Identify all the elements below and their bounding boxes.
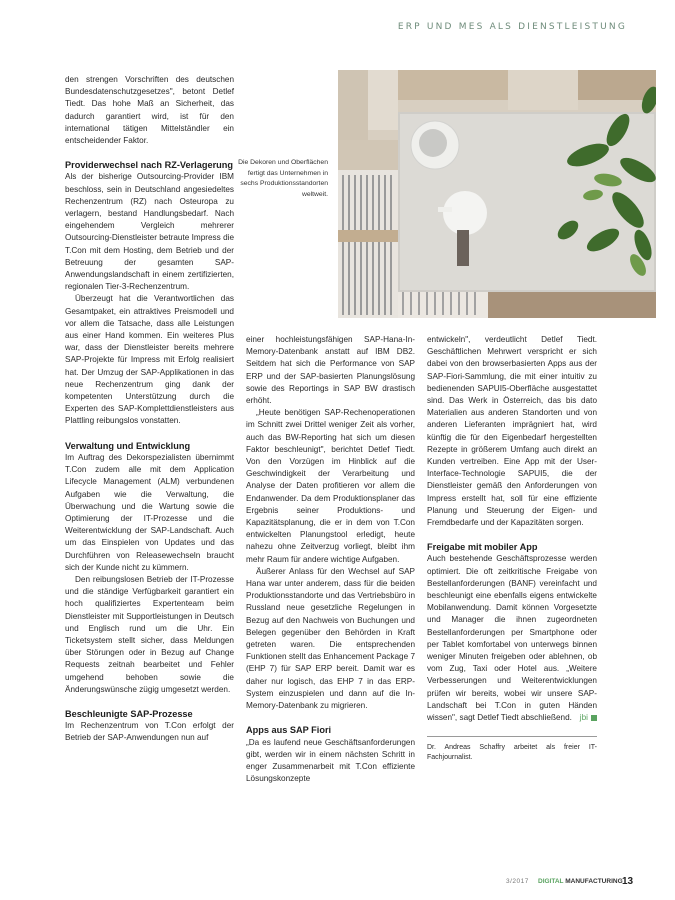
page-footer: [0, 876, 675, 890]
paragraph: Äußerer Anlass für den Wechsel auf SAP Hana war unter anderem, dass für die beiden Produktionsstandorte und das Vertriebsbüro in Russland neue gesetzliche Regelungen in Bezug auf den Nachweis von Buchungen und Belegen gegenüber den Behörden in Kraft getreten waren. Die entsprechenden Funktionen stellt das Enhancement Package 7 (EHP 7) für SAP ERP bereit. Damit war es daher nur logisch, das EHP 7 in das ERP-System einzuspielen und dann auf die In-Memory-Datenbank zu migrieren.: [246, 566, 415, 711]
paragraph: Als der bisherige Outsourcing-Provider IBM beschloss, sein in Deutschland angesiedeltes Rechenzentrum (RZ) nach Osteuropa zu verlagern, bestand Handlungsbedarf. Nach eingehendem Vergleich mehrerer Outsourcing-Dienstleister betraute Impress die T.Con mit dem Hosting, dem Betrieb und der Betreuung der gesamten SAP-Anwendungslandschaft in einem zertifizierten, regionalen Tier-3-Rechenzentrum.: [65, 172, 234, 292]
paragraph: den strengen Vorschriften des deutschen Bundesdatenschutzgesetzes", betont Detlef Tiedt. Das hohe Maß an Sicherheit, das dadurch garantiert wird, ist für den international tätigen Mittelständler ein entscheidender Faktor.: [65, 75, 234, 146]
author-abbreviation: jbi: [580, 712, 597, 724]
paragraph: Im Rechenzentrum von T.Con erfolgt der Betrieb der SAP-Anwendungen nun auf: [65, 721, 234, 743]
section-heading: Providerwechsel nach RZ-Verlagerung: [65, 160, 233, 171]
paragraph: „Heute benötigen SAP-Rechenoperationen im Schnitt zwei Drittel weniger Zeit als vorher, auch das BW-Reporting hat sich um diesen Faktor beschleunigt", berichtet Detlef Tiedt. Von den Vorzügen im Hinblick auf die Geschwindigkeit der Verarbeitung und Analyse der Daten profitieren vor allem die Endanwender. Da dem Produktionsplaner das Ergebnis seiner Produktions- und Kapazitätsplanung, die er in dem von T.Con entwickelten Planungstool erledigt, heute nahezu ohne Zeitverzug vorliegt, bleibt ihm mehr Raum für andere wichtige Aufgaben.: [246, 408, 415, 564]
paragraph: „Da es laufend neue Geschäftsanforderungen gibt, werden wir in einem nächsten Schritt in enger Zusammenarbeit mit T.Con effiziente Lösungskonzepte: [246, 737, 415, 784]
section-heading: Verwaltung und Entwicklung: [65, 440, 191, 451]
author-note: Dr. Andreas Schaffry arbeitet als freier IT-Fachjournalist.: [427, 736, 597, 763]
image-caption: Die Dekoren und Oberflächen fertigt das Unternehmen in sechs Produktionsstandorten weltweit.: [238, 159, 328, 198]
magazine-logo: DIGITAL MANUFACTURING: [538, 878, 623, 885]
article-photo: [338, 70, 656, 318]
article-column-3: [427, 334, 597, 763]
running-head: ERP UND MES ALS DIENSTLEISTUNG: [397, 22, 627, 32]
paragraph: Im Auftrag des Dekorspezialisten übernimmt T.Con zudem alle mit dem Application Lifecycle Management (ALM) verbundenen Aufgaben wie die Verwaltung, die Überwachung und die Wartung sowie die Optimierung der IT-Prozesse und die Weiterentwicklung der SAP-Landschaft. Auch um das Einspielen von Updates und das Durchführen von Releasewechseln braucht sich der Kunde nicht zu kümmern.: [65, 452, 234, 572]
paragraph-text: Auch bestehende Geschäftsprozesse werden optimiert. Die oft zeitkritische Freigabe von Bestellanforderungen (BANF) vereinfacht und beschleunigt eine ebenfalls eigens entwickelte Mobilanwendung. Damit können Vorgesetzte und Manager die ihnen zugeordneten Bestellanforderungen per Smartphone oder per Tablet komfortabel von unterwegs binnen weniger Minuten freigeben oder ablehnen, ob vom Zug, Taxi oder Hotel aus. „Weitere Verbesserungen und Weiterentwicklungen prüfen wir bereits, wobei wir unsere SAP-Landschaft bei T.Con in guten Händen wissen", sagt Detlef Tiedt abschließend.: [427, 554, 597, 723]
paragraph: einer hochleistungsfähigen SAP-Hana-In-Memory-Datenbank anstatt auf IBM DB2. Seitdem hat sich die Performance von SAP ERP und der SAP-basierten Planungslösung sowie des Reportings in SAP BW drastisch erhöht.: [246, 335, 415, 406]
section-heading: Apps aus SAP Fiori: [246, 725, 332, 736]
section-heading: Freigabe mit mobiler App: [427, 542, 538, 553]
paragraph: Den reibungslosen Betrieb der IT-Prozesse und die ständige Verfügbarkeit garantiert ein hoch qualifiziertes Expertenteam beim Dienstleister mit Supportleistungen in Deutsch und Englisch rund um die Uhr. Ein Ticketsystem stellt sicher, dass Meldungen über Störungen oder in Bezug auf Change Requests zeitnah bearbeitet und Fehler umgehend behoben sowie die Änderungswünsche zügig umgesetzt werden.: [65, 574, 234, 694]
end-mark-icon: [591, 715, 597, 721]
photo-illustration: [338, 70, 656, 318]
paragraph: entwickeln", verdeutlicht Detlef Tiedt. Geschäftlichen Mehrwert verspricht er sich dabei von den browserbasierten Apps aus der SAP-Fiori-Sammlung, die mit einer intuitiv zu bedienenden SAPUI5-Oberfläche ausgestattet sind. Das Werk in Österreich, das bis dato Materialien aus anderen Standorten und von anderen Lieferanten imprägniert hat, wird künftig die für den Eigenbedarf hergestellten Rezepte in größerem Umfang auch direkt an Kunden vertreiben. Eine App mit der User-Interface-Technologie SAPUI5, die der Dienstleister gemäß den Anforderungen von Impress erstellt hat, soll für eine effiziente Planung und Steuerung der Eigen- und Fremdbedarfe und der Kapazitäten sorgen.: [427, 335, 597, 528]
issue-number: 3/2017: [506, 878, 529, 885]
section-heading: Beschleunigte SAP-Prozesse: [65, 708, 193, 719]
paragraph: Überzeugt hat die Verantwortlichen das Gesamtpaket, ein attraktives Preismodell und vor allem die Tatsache, dass alle Leistungen aus einer Hand kommen. Ein weiteres Plus war, dass der Dienstleister bereits mehrere SAP-Projekte für Impress mit Erfolg realisiert hat. Der Umzug der SAP-Applikationen in das neue Rechenzentrum ging dank der kompetenten Unterstützung durch die Experten des SAP-Komplettdienstleisters aus Plattling reibungslos vonstatten.: [65, 294, 234, 426]
article-column-2: [246, 334, 415, 785]
paragraph: [427, 553, 597, 724]
page-number: 13: [622, 876, 634, 887]
article-column-1: [65, 74, 234, 745]
